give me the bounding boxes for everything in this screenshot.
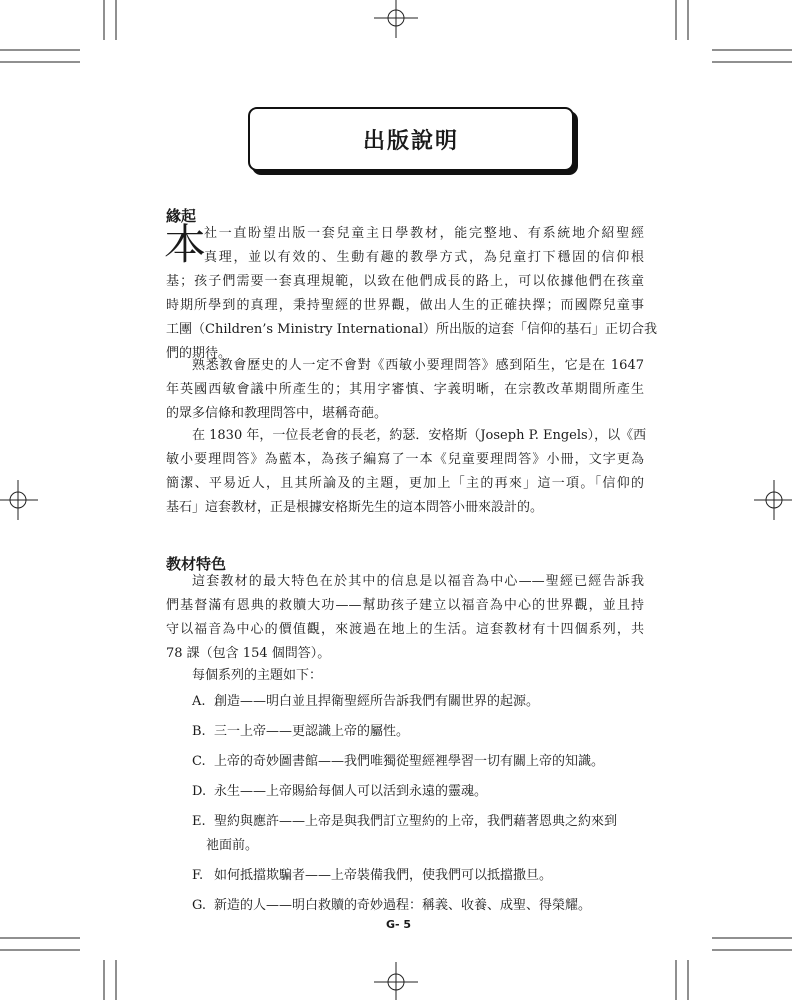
paragraph-features-2 xyxy=(166,664,644,688)
item-text: ——我們唯獨從聖經裡學習一切有關上帝的知識。 xyxy=(318,754,605,769)
item-label: A. xyxy=(192,694,206,709)
list-item xyxy=(192,864,644,888)
text-line: 社一直盼望出版一套兒童主日學教材，能完整地、有系統地介紹聖經 xyxy=(204,226,644,241)
item-text: ——明白並且捍衛聖經所告訴我們有關世界的起源。 xyxy=(240,694,540,709)
list-item xyxy=(192,750,644,774)
registration-mark-top xyxy=(366,0,426,40)
text-line: 們的期待。 xyxy=(166,346,232,361)
item-label: C. xyxy=(192,754,206,769)
text-line: 基；孩子們需要一套真理規範，以致在他們成長的路上，可以依據他們在孩童 xyxy=(166,274,644,289)
text-line: 年英國西敏會議中所產生的；其用字審慎、字義明晰，在宗教改革期間所產生 xyxy=(166,382,644,397)
crop-mark-top-right xyxy=(652,0,792,100)
item-label: B. xyxy=(192,724,206,739)
text-line: 78 課（包含 154 個問答）。 xyxy=(166,646,331,661)
registration-mark-right xyxy=(752,478,792,522)
item-head: 上帝的奇妙圖書館 xyxy=(214,754,319,769)
item-label: G. xyxy=(192,898,207,913)
item-continuation: 祂面前。 xyxy=(206,838,259,853)
crop-mark-bottom-left xyxy=(0,900,140,1000)
text-line: 的眾多信條和教理問答中，堪稱奇葩。 xyxy=(166,406,388,421)
text-line: 在 1830 年，一位長老會的長老，約瑟．安格斯（Joseph P. Engels），以《西 xyxy=(192,428,647,443)
text-line: 敏小要理問答》為藍本，為孩子編寫了一本《兒童要理問答》小冊，文字更為 xyxy=(166,452,644,467)
drop-cap: 本 xyxy=(164,220,207,269)
page-number: G- 5 xyxy=(386,918,412,931)
item-head: 聖約與應許 xyxy=(214,814,280,829)
section-heading-origin: 緣起 xyxy=(166,207,197,225)
item-label: D. xyxy=(192,784,207,799)
crop-mark-bottom-right xyxy=(652,900,792,1000)
section-heading-features: 教材特色 xyxy=(166,555,227,573)
list-item xyxy=(192,780,644,804)
paragraph-origin-1 xyxy=(166,222,658,366)
page-title: 出版說明 xyxy=(362,128,459,154)
page-title-box xyxy=(248,107,574,171)
text-line: 工團（Children’s Ministry International）所出版的這套「信仰的基石」正切合我 xyxy=(166,322,658,337)
series-list xyxy=(192,690,644,918)
item-text: ——明白救贖的奇妙過程：稱義、收養、成聖、得榮耀。 xyxy=(266,898,592,913)
list-item xyxy=(192,894,644,918)
item-head: 新造的人 xyxy=(214,898,267,913)
text-line: 真理，並以有效的、生動有趣的教學方式，為兒童打下穩固的信仰根 xyxy=(204,250,644,265)
item-head: 三一上帝 xyxy=(214,724,267,739)
list-item xyxy=(192,810,644,858)
list-item xyxy=(192,690,644,714)
text-line: 熟悉教會歷史的人一定不會對《西敏小要理問答》感到陌生，它是在 1647 xyxy=(192,358,644,373)
paragraph-features-1 xyxy=(166,570,644,666)
item-label: F. xyxy=(192,868,204,883)
text-line: 每個系列的主題如下： xyxy=(192,668,323,683)
item-head: 如何抵擋欺騙者 xyxy=(214,868,306,883)
text-line: 基石」這套教材，正是根據安格斯先生的這本問答小冊來設計的。 xyxy=(166,500,544,515)
item-text: ——上帝賜給每個人可以活到永遠的靈魂。 xyxy=(240,784,488,799)
text-line: 守以福音為中心的價值觀，來渡過在地上的生活。這套教材有十四個系列，共 xyxy=(166,622,644,637)
paragraph-origin-2 xyxy=(166,354,644,426)
item-text: ——上帝裝備我們，使我們可以抵擋撒旦。 xyxy=(305,868,553,883)
text-line: 簡潔、平易近人，且其所論及的主題，更加上「主的再來」這一項。「信仰的 xyxy=(166,476,644,491)
text-line: 時期所學到的真理，秉持聖經的世界觀，做出人生的正確抉擇；而國際兒童事 xyxy=(166,298,644,313)
crop-mark-top-left xyxy=(0,0,140,100)
item-text: ——更認識上帝的屬性。 xyxy=(266,724,410,739)
registration-mark-left xyxy=(0,478,40,522)
item-head: 永生 xyxy=(214,784,241,799)
item-head: 創造 xyxy=(214,694,241,709)
text-line: 們基督滿有恩典的救贖大功——幫助孩子建立以福音為中心的世界觀，並且持 xyxy=(166,598,644,613)
paragraph-origin-3 xyxy=(166,424,647,520)
item-label: E. xyxy=(192,814,206,829)
registration-mark-bottom xyxy=(366,960,426,1000)
text-line: 這套教材的最大特色在於其中的信息是以福音為中心——聖經已經告訴我 xyxy=(192,574,644,589)
item-text: ——上帝是與我們訂立聖約的上帝，我們藉著恩典之約來到 xyxy=(279,814,618,829)
list-item xyxy=(192,720,644,744)
